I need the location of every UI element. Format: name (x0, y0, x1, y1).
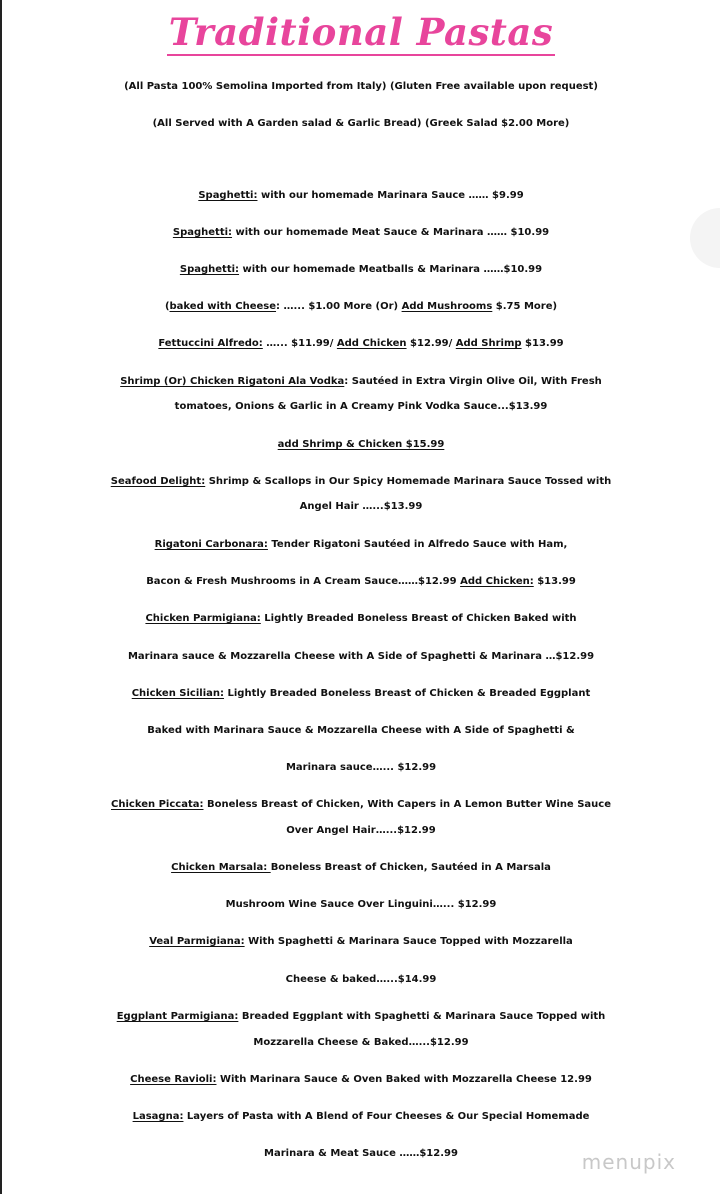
menu-item-chicken-sicilian-line3: Marinara sauce…... $12.99 (285, 762, 437, 773)
item-name: baked with Cheese (169, 301, 277, 312)
item-name: Shrimp (Or) Chicken Rigatoni Ala Vodka (120, 376, 345, 387)
text: $.75 More) (492, 301, 558, 312)
item-desc: Shrimp & Scallops in Our Spicy Homemade Marinara Sauce Tossed with (205, 476, 612, 487)
item-name: Add Mushrooms (401, 301, 493, 312)
menu-item-spaghetti-meatballs (2, 260, 720, 280)
menu-item-eggplant-parmigiana-line2: Mozzarella Cheese & Baked…...$12.99 (253, 1037, 469, 1048)
menu-item-chicken-sicilian-line2: Baked with Marinara Sauce & Mozzarella Cheese with A Side of Spaghetti & (147, 725, 575, 736)
page-title-text: Traditional Pastas (168, 10, 554, 54)
item-desc: With Spaghetti & Marinara Sauce Topped with Mozzarella (244, 936, 573, 947)
menu-item-rigatoni-carbonara (2, 535, 720, 555)
menu-item-eggplant-parmigiana (2, 1007, 720, 1027)
menu-item-cheese-ravioli (2, 1070, 720, 1090)
item-desc: With Marinara Sauce & Oven Baked with Mozzarella Cheese 12.99 (216, 1074, 592, 1085)
item-name: Chicken Sicilian: (131, 688, 225, 699)
item-name: Chicken Marsala: (171, 862, 271, 873)
item-name: Seafood Delight: (110, 476, 206, 487)
menu-item-fettuccini-alfredo (2, 334, 720, 354)
menu-item-chicken-parmigiana (2, 609, 720, 629)
page-title (2, 10, 720, 54)
item-desc: Breaded Eggplant with Spaghetti & Marinara Sauce Topped with (238, 1011, 606, 1022)
menu-item-rigatoni-vodka (2, 372, 720, 392)
menu-addon-baked-cheese (2, 297, 720, 317)
text: $13.99 (521, 338, 564, 349)
menu-item-chicken-piccata-line2: Over Angel Hair…...$12.99 (286, 825, 436, 836)
menu-item-chicken-piccata (2, 795, 720, 815)
text: ( (164, 301, 170, 312)
menu-item-chicken-marsala (2, 858, 720, 878)
menu-item-chicken-sicilian (2, 684, 720, 704)
item-name: Add Shrimp (455, 338, 522, 349)
menu-item-seafood-delight-line2: Angel Hair …...$13.99 (299, 501, 423, 512)
menu-item-chicken-marsala-line2: Mushroom Wine Sauce Over Linguini…... $12.99 (225, 899, 497, 910)
menu-item-spaghetti-marinara (2, 186, 720, 206)
item-desc: Boneless Breast of Chicken, Sautéed in A Marsala (270, 862, 551, 873)
item-desc: : Sautéed in Extra Virgin Olive Oil, With Fresh (344, 376, 602, 387)
item-desc: Layers of Pasta with A Blend of Four Cheeses & Our Special Homemade (183, 1111, 590, 1122)
text: $12.99/ (406, 338, 456, 349)
menu-item-lasagna-line2: Marinara & Meat Sauce ……$12.99 (264, 1148, 458, 1159)
item-desc: Bacon & Fresh Mushrooms in A Cream Sauce……$12.99 (146, 576, 461, 587)
menu-item-lasagna (2, 1107, 720, 1127)
item-name: Chicken Parmigiana: (145, 613, 261, 624)
item-desc: Tender Rigatoni Sautéed in Alfredo Sauce with Ham, (267, 539, 568, 550)
item-name: Fettuccini Alfredo: (158, 338, 263, 349)
item-name: Spaghetti: (172, 227, 233, 238)
item-name: Chicken Piccata: (111, 799, 204, 810)
note-semolina: (All Pasta 100% Semolina Imported from Italy) (Gluten Free available upon request) (124, 81, 598, 92)
menu-item-chicken-parmigiana-line2: Marinara sauce & Mozzarella Cheese with A Side of Spaghetti & Marinara …$12.99 (127, 651, 595, 662)
item-name: Spaghetti: (198, 190, 258, 201)
item-desc: Lightly Breaded Boneless Breast of Chicken Baked with (260, 613, 577, 624)
item-desc: with our homemade Meatballs & Marinara ……$10.99 (239, 264, 543, 275)
text: $13.99 (533, 576, 576, 587)
item-desc: with our homemade Marinara Sauce …… $9.99 (257, 190, 524, 201)
text: : …... $1.00 More (Or) (276, 301, 402, 312)
item-name: Add Chicken (336, 338, 407, 349)
menu-item-rigatoni-carbonara-line2 (2, 572, 720, 592)
item-name: Rigatoni Carbonara: (154, 539, 268, 550)
menupix-watermark: menupix (581, 1150, 676, 1174)
text: …... $11.99/ (262, 338, 337, 349)
item-desc: with our homemade Meat Sauce & Marinara …… $10.99 (232, 227, 550, 238)
note-salad: (All Served with A Garden salad & Garlic Bread) (Greek Salad $2.00 More) (152, 118, 570, 129)
menu-item-spaghetti-meat-sauce (2, 223, 720, 243)
menu-item-rigatoni-vodka-line2: tomatoes, Onions & Garlic in A Creamy Pink Vodka Sauce...$13.99 (174, 401, 548, 412)
menu-item-seafood-delight (2, 472, 720, 492)
item-name: Add Chicken: (460, 576, 534, 587)
item-desc: Lightly Breaded Boneless Breast of Chicken & Breaded Eggplant (224, 688, 591, 699)
menu-item-veal-parmigiana-line2: Cheese & baked…...$14.99 (285, 974, 437, 985)
item-name: add Shrimp & Chicken $15.99 (277, 439, 445, 450)
item-name: Veal Parmigiana: (149, 936, 245, 947)
menu-item-veal-parmigiana (2, 932, 720, 952)
menu-addon-shrimp-chicken (2, 435, 720, 455)
item-name: Cheese Ravioli: (130, 1074, 217, 1085)
item-name: Spaghetti: (179, 264, 240, 275)
item-name: Eggplant Parmigiana: (116, 1011, 239, 1022)
item-desc: Boneless Breast of Chicken, With Capers in A Lemon Butter Wine Sauce (203, 799, 611, 810)
item-name: Lasagna: (132, 1111, 184, 1122)
